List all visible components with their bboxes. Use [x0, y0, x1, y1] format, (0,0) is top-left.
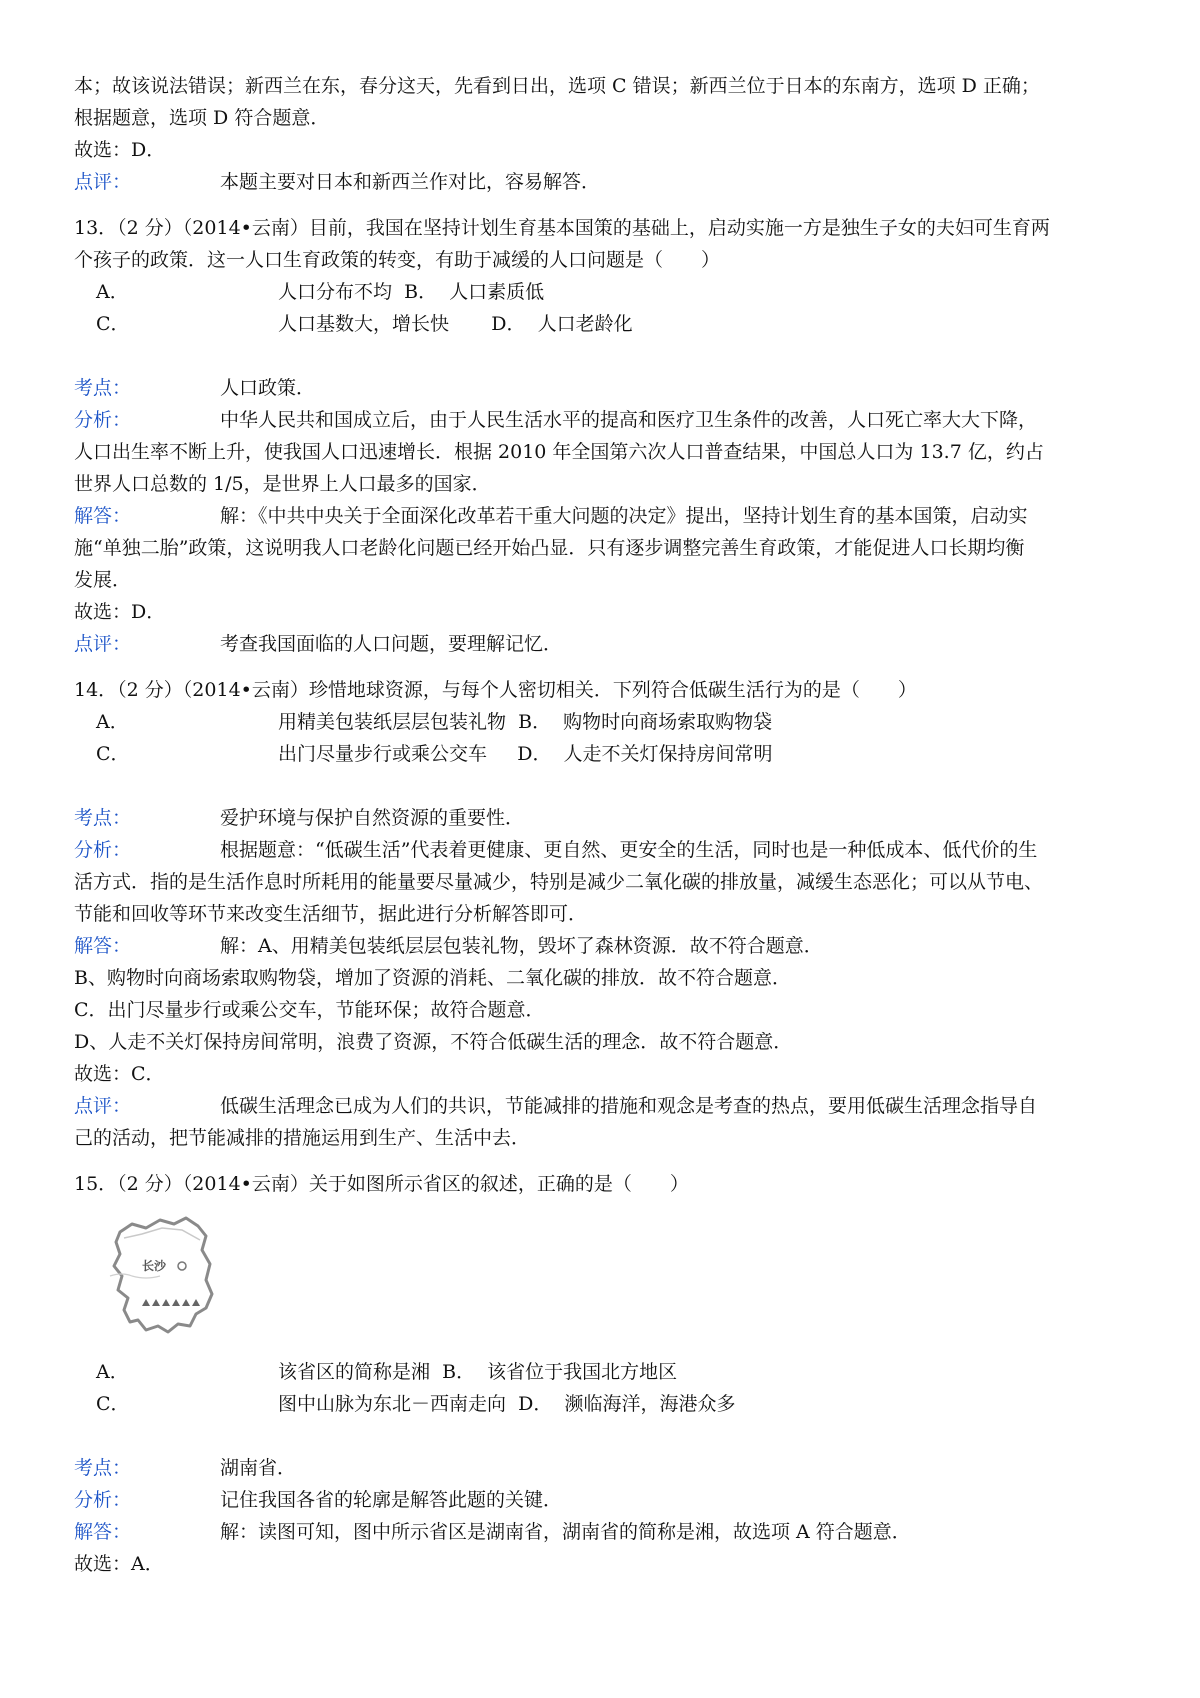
analysis-row — [74, 1484, 1136, 1516]
text-line: 根据题意，选项 D 符合题意． — [74, 107, 330, 129]
options — [96, 1356, 1136, 1420]
analysis-label: 分析： — [74, 409, 132, 431]
option-a: 用精美包装纸层层包装礼物 — [278, 711, 507, 733]
option-key-a: A． — [96, 1361, 129, 1383]
analysis-text: 人口出生率不断上升，使我国人口迅速增长．根据 2010 年全国第六次人口普查结果，中国总人口为 13.7 亿，约占 — [74, 441, 1044, 463]
answer-line: 故选：C． — [74, 1063, 165, 1085]
solution-text: 施“单独二胎”政策，这说明我人口老龄化问题已经开始凸显．只有逐步调整完善生育政策，才能促进人口长期均衡 — [74, 537, 1025, 559]
option-c: 图中山脉为东北－西南走向 — [278, 1393, 507, 1415]
solution-text: C．出门尽量步行或乘公交车，节能环保；故符合题意． — [74, 999, 545, 1021]
solution-label: 解答： — [74, 505, 132, 527]
option-key-b: B． — [518, 711, 552, 733]
kaodian-row — [74, 1452, 1136, 1484]
kaodian-text: 湖南省． — [220, 1457, 297, 1479]
option-row — [96, 738, 1136, 770]
solution-text: 解：读图可知，图中所示省区是湖南省，湖南省的简称是湘，故选项 A 符合题意． — [220, 1521, 911, 1543]
review-text: 考查我国面临的人口问题，要理解记忆． — [220, 633, 563, 655]
option-key-d: D． — [517, 743, 552, 765]
options — [96, 706, 1136, 770]
option-key-a: A． — [96, 281, 129, 303]
solution-text: 发展． — [74, 569, 132, 591]
option-d: 人口老龄化 — [537, 313, 633, 335]
solution-row — [74, 500, 1136, 532]
question-stem: 15．（2 分）（2014•云南）关于如图所示省区的叙述，正确的是（ ） — [74, 1173, 689, 1195]
solution-text: B、购物时向商场索取购物袋，增加了资源的消耗、二氧化碳的排放．故不符合题意． — [74, 967, 791, 989]
analysis-row — [74, 834, 1136, 866]
answer-line: 故选：D． — [74, 139, 166, 161]
mountain-range-icon — [142, 1299, 200, 1306]
review-label: 点评： — [74, 633, 132, 655]
kaodian-label: 考点： — [74, 1457, 132, 1479]
kaodian-row — [74, 802, 1136, 834]
kaodian-text: 爱护环境与保护自然资源的重要性． — [220, 807, 525, 829]
option-row — [96, 706, 1136, 738]
question-15 — [74, 1168, 1136, 1580]
review-row — [74, 166, 1136, 198]
kaodian-label: 考点： — [74, 807, 132, 829]
solution-row — [74, 930, 1136, 962]
kaodian-row — [74, 372, 1136, 404]
option-key-d: D． — [518, 1393, 553, 1415]
analysis-label: 分析： — [74, 839, 132, 861]
option-key-c: C． — [96, 1393, 130, 1415]
inner-border — [124, 1228, 200, 1240]
analysis-text: 记住我国各省的轮廓是解答此题的关键． — [220, 1489, 563, 1511]
option-c: 出门尽量步行或乘公交车 — [278, 743, 488, 765]
solution-text: D、人走不关灯保持房间常明，浪费了资源，不符合低碳生活的理念．故不符合题意． — [74, 1031, 793, 1053]
review-text: 低碳生活理念已成为人们的共识，节能减排的措施和观念是考查的热点，要用低碳生活理念指导自 — [220, 1095, 1038, 1117]
document-page — [74, 70, 1136, 1580]
kaodian-label: 考点： — [74, 377, 132, 399]
option-key-b: B． — [404, 281, 438, 303]
option-row — [96, 1356, 1136, 1388]
solution-row — [74, 1516, 1136, 1548]
analysis-text: 节能和回收等环节来改变生活细节，据此进行分析解答即可． — [74, 903, 588, 925]
option-key-d: D． — [491, 313, 526, 335]
option-b: 购物时向商场索取购物袋 — [563, 711, 773, 733]
review-label: 点评： — [74, 1095, 132, 1117]
analysis-text: 中华人民共和国成立后，由于人民生活水平的提高和医疗卫生条件的改善，人口死亡率大大下降， — [220, 409, 1038, 431]
analysis-label: 分析： — [74, 1489, 132, 1511]
analysis-row — [74, 404, 1136, 436]
options — [96, 276, 1136, 340]
option-d: 人走不关灯保持房间常明 — [563, 743, 773, 765]
question-stem: 13．（2 分）（2014•云南）目前，我国在坚持计划生育基本国策的基础上，启动实施一方是独生子女的夫妇可生育两 — [74, 217, 1050, 239]
answer-line: 故选：A． — [74, 1553, 164, 1575]
option-key-b: B． — [442, 1361, 476, 1383]
option-d: 濒临海洋，海港众多 — [564, 1393, 736, 1415]
option-a: 人口分布不均 — [278, 281, 393, 303]
question-14 — [74, 674, 1136, 1154]
option-key-a: A． — [96, 711, 129, 733]
option-b: 该省位于我国北方地区 — [487, 1361, 678, 1383]
analysis-text: 世界人口总数的 1/5，是世界上人口最多的国家． — [74, 473, 491, 495]
solution-label: 解答： — [74, 935, 132, 957]
text-line: 本；故该说法错误；新西兰在东，春分这天，先看到日出，选项 C 错误；新西兰位于日本的东南方，选项 D 正确； — [74, 75, 1040, 97]
option-a: 该省区的简称是湘 — [278, 1361, 431, 1383]
review-row — [74, 1090, 1136, 1122]
option-row — [96, 1388, 1136, 1420]
question-stem: 个孩子的政策．这一人口生育政策的转变，有助于减缓的人口问题是（ ） — [74, 249, 721, 271]
capital-marker — [178, 1262, 186, 1270]
question-stem: 14．（2 分）（2014•云南）珍惜地球资源，与每个人密切相关．下列符合低碳生活行为的是（ ） — [74, 679, 917, 701]
answer-line: 故选：D． — [74, 601, 166, 623]
review-text: 己的活动，把节能减排的措施运用到生产、生活中去． — [74, 1127, 531, 1149]
option-row — [96, 308, 1136, 340]
kaodian-text: 人口政策． — [220, 377, 316, 399]
review-label: 点评： — [74, 171, 132, 193]
province-map — [102, 1210, 232, 1350]
option-b: 人口素质低 — [449, 281, 545, 303]
analysis-text: 根据题意：“低碳生活”代表着更健康、更自然、更安全的生活，同时也是一种低成本、低代价的生 — [220, 839, 1038, 861]
solution-text: 解：A、用精美包装纸层层包装礼物，毁坏了森林资源．故不符合题意． — [220, 935, 823, 957]
option-key-c: C． — [96, 743, 130, 765]
question-13 — [74, 212, 1136, 660]
solution-label: 解答： — [74, 1521, 132, 1543]
review-row — [74, 628, 1136, 660]
map-city-label: 长沙 — [142, 1259, 167, 1273]
analysis-text: 活方式．指的是生活作息时所耗用的能量要尽量减少，特别是减少二氧化碳的排放量，减缓生态恶化；可以从节电、 — [74, 871, 1044, 893]
option-key-c: C． — [96, 313, 130, 335]
option-row — [96, 276, 1136, 308]
review-text: 本题主要对日本和新西兰作对比，容易解答． — [220, 171, 601, 193]
river-line — [110, 1274, 160, 1278]
hunan-outline-map — [102, 1210, 232, 1350]
solution-text: 解：《中共中央关于全面深化改革若干重大问题的决定》提出，坚持计划生育的基本国策，启动实 — [220, 505, 1028, 527]
option-c: 人口基数大，增长快 — [278, 313, 450, 335]
